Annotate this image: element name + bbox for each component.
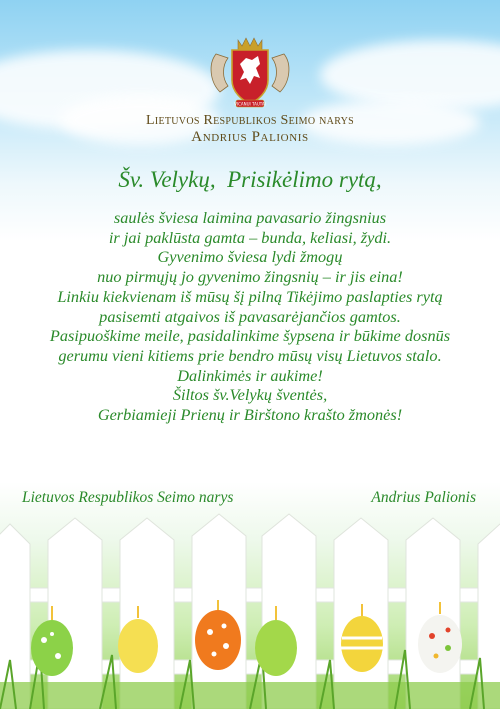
easter-eggs — [0, 510, 500, 709]
body-line: saulės šviesa laimina pavasario žingsnius — [113, 208, 387, 227]
orange-dotted-egg-icon — [195, 600, 241, 670]
seimas-coat-of-arms-icon — [206, 34, 294, 114]
yellow-striped-egg-icon — [341, 604, 383, 672]
cloud — [320, 40, 500, 110]
green-dotted-egg-icon — [31, 606, 73, 676]
greeting-body — [0, 208, 500, 425]
body-line: nuo pirmųjų jo gyvenimo žingsnių – ir jis eina! — [97, 267, 403, 287]
emblem-ribbon-text: VICANUI TAUTAI — [234, 101, 266, 107]
header-name: Andrius Palionis — [191, 129, 309, 145]
body-line: Dalinkimės ir aukime! — [177, 365, 323, 385]
signature-name: Andrius Palionis — [371, 489, 476, 506]
body-line: gerumu vieni kitiems prie bendro mūsų visų Lietuvos stalo. — [58, 345, 442, 365]
green-egg-icon — [255, 606, 297, 676]
body-line: Gyvenimo šviesa lydi žmogų — [157, 247, 343, 267]
body-line: Šiltos šv.Velykų šventės, — [172, 385, 328, 405]
body-line: Pasipuoškime meile, pasidalinkime šypsena ir būkime dosnūs — [49, 326, 451, 346]
yellow-egg-icon — [118, 606, 158, 673]
greeting-heading: Šv. Velykų, Prisikėlimo rytą, — [118, 167, 382, 192]
body-line: ir jai paklūsta gamta – bunda, keliasi, žydi. — [108, 227, 392, 247]
header-title: Lietuvos Respublikos Seimo narys — [145, 113, 354, 128]
white-dotted-egg-icon — [418, 602, 462, 673]
body-line: Linkiu kiekvienam iš mūsų šį pilną Tikėjimo paslapties rytą — [57, 286, 443, 306]
body-line: pasisemti atgaivos iš pavasarėjančios gamtos. — [99, 306, 401, 326]
body-line: Gerbiamieji Prienų ir Birštono krašto žmonės! — [97, 405, 403, 425]
signature-title: Lietuvos Respublikos Seimo narys — [22, 489, 234, 506]
